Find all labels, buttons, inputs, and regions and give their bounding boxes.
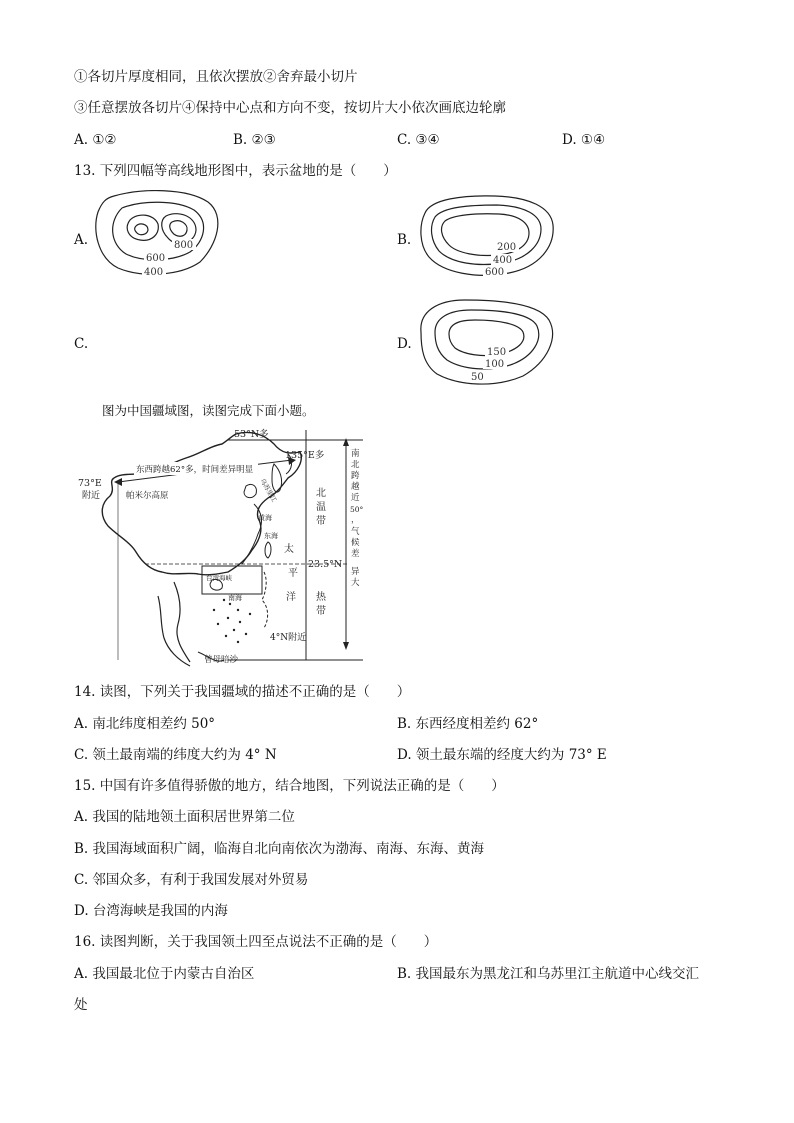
map-tropic-label: 23.5°N: [308, 559, 343, 570]
q12-line2: ③任意摆放各切片④保持中心点和方向不变，按切片大小依次画底边轮廓: [74, 100, 506, 116]
q15-option-c: C. 邻国众多，有利于我国发展对外贸易: [74, 872, 309, 888]
map-ns-span-char-8: 气: [351, 527, 360, 537]
map-ns-span-char-10: 差: [351, 549, 360, 559]
q15-option-d: D. 台湾海峡是我国的内海: [74, 903, 228, 919]
map-ns-span-char-9: 候: [351, 538, 360, 548]
map-temperate-char-3: 带: [316, 516, 326, 527]
contour-map-b: [413, 193, 558, 279]
q13-label-d: D.: [397, 336, 412, 352]
q16-option-a: A. 我国最北位于内蒙古自治区: [74, 966, 255, 982]
map-tropical-char-1: 热: [316, 592, 326, 603]
china-territory-map: [78, 424, 368, 669]
q13-label-c: C.: [74, 336, 89, 352]
q12-option-b: B. ②③: [233, 132, 276, 148]
map-nanhai-label: 南海: [228, 594, 242, 602]
q13-label-a: A.: [74, 232, 89, 248]
map-a-label-800: 800: [174, 240, 194, 251]
q14-stem: 14. 读图，下列关于我国疆域的描述不正确的是（ ）: [74, 684, 411, 700]
q14-option-a: A. 南北纬度相差约 50°: [74, 716, 216, 732]
map-d-label-100: 100: [485, 359, 505, 370]
q14-option-b: B. 东西经度相差约 62°: [397, 716, 539, 732]
map-b-label-200: 200: [497, 242, 517, 253]
q14-option-c: C. 领土最南端的纬度大约为 4° N: [74, 747, 277, 763]
map-pamir-label: 帕米尔高原: [126, 491, 169, 501]
map-a-label-600: 600: [146, 253, 166, 264]
map-donghai-label: 东海: [264, 532, 278, 540]
map-ns-span-char-4: 越: [351, 482, 360, 492]
map-pacific-char-2: 平: [288, 568, 298, 579]
contour-map-d: [413, 296, 563, 388]
map-b-label-400: 400: [493, 255, 513, 266]
map-taiwan-strait-label: 台湾海峡: [206, 574, 232, 582]
map-pacific-char-1: 太: [284, 544, 294, 555]
map-temperate-char-2: 温: [316, 502, 326, 513]
q16-stem: 16. 读图判断，关于我国领土四至点说法不正确的是（ ）: [74, 934, 438, 950]
map-north-label: 53°N多: [234, 429, 269, 440]
map-d-label-150: 150: [487, 347, 507, 358]
map-ns-span-char-3: 跨: [351, 471, 360, 481]
q12-option-c: C. ③④: [397, 132, 440, 148]
q12-option-a: A. ①②: [74, 132, 117, 148]
map-ew-span-label: 东西跨越62°多，时间差异明显: [136, 465, 254, 475]
map-west-near-label: 附近: [82, 491, 101, 501]
q16-option-b: B. 我国最东为黑龙江和乌苏里江主航道中心线交汇: [397, 966, 700, 982]
map-zengmu-label: 曾母暗沙: [204, 655, 239, 665]
q12-line1: ①各切片厚度相同，且依次摆放②舍弃最小切片: [74, 69, 358, 85]
map-ns-span-char-12: 大: [351, 578, 360, 588]
map-temperate-char-1: 北: [316, 488, 326, 499]
map-intro: 图为中国疆域图，读图完成下面小题。: [102, 403, 315, 418]
map-ns-span-char-1: 南: [351, 449, 360, 459]
map-b-label-600: 600: [485, 267, 505, 278]
map-south-label: 4°N附近: [270, 633, 307, 643]
q14-option-d: D. 领土最东端的经度大约为 73° E: [397, 747, 607, 763]
map-ns-span-char-2: 北: [351, 460, 360, 470]
q15-option-a: A. 我国的陆地领土面积居世界第二位: [74, 809, 295, 825]
q12-option-d: D. ①④: [562, 132, 606, 148]
map-d-label-50: 50: [471, 372, 484, 383]
map-ns-span-char-5: 近: [351, 493, 360, 503]
map-tropical-char-2: 带: [316, 606, 326, 617]
map-west-lon-label: 73°E: [78, 478, 102, 489]
map-ns-span-char-11: 异: [351, 567, 360, 577]
map-ns-span-char-7: ，: [351, 515, 360, 525]
map-ns-span-char-6: 50°: [350, 505, 364, 514]
contour-map-a: [92, 190, 232, 280]
q15-stem: 15. 中国有许多值得骄傲的地方，结合地图，下列说法正确的是（ ）: [74, 778, 505, 794]
map-wusuli-label: 乌苏里江: [258, 477, 279, 504]
q16-option-b-continuation: 处: [74, 997, 88, 1013]
map-a-label-400: 400: [144, 267, 164, 278]
q15-option-b: B. 我国海域面积广阔，临海自北向南依次为渤海、南海、东海、黄海: [74, 841, 485, 857]
q13-label-b: B.: [397, 232, 412, 248]
q13-stem: 13. 下列四幅等高线地形图中，表示盆地的是（ ）: [74, 163, 397, 179]
map-pacific-char-3: 洋: [286, 592, 296, 603]
map-huanghai-label: 黄海: [258, 514, 272, 522]
map-east-label: 135°E多: [285, 450, 325, 461]
